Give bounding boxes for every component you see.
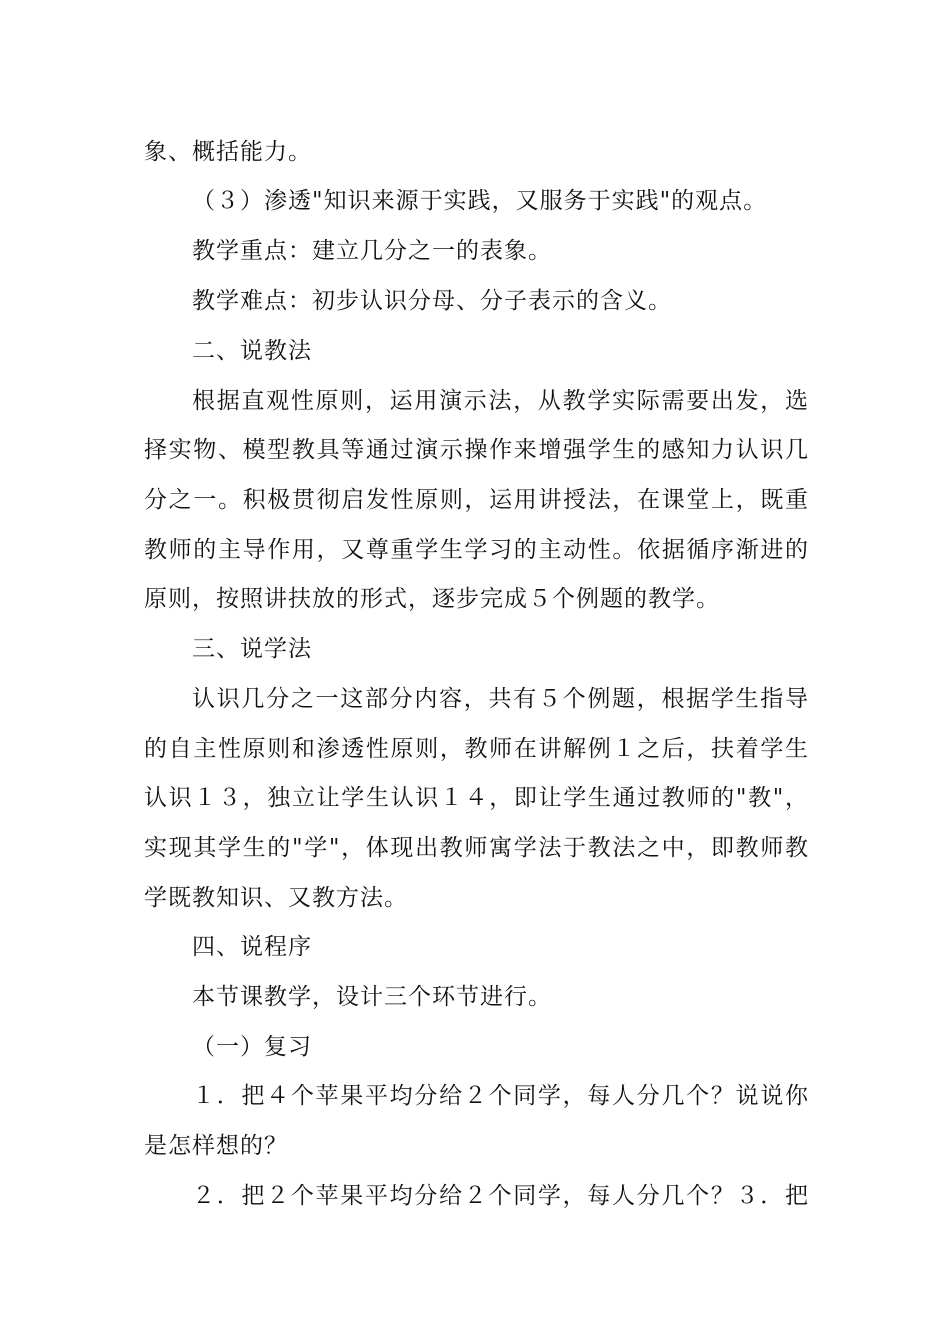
text-line: 教学重点：建立几分之一的表象。: [192, 238, 552, 264]
text-line: 教师的主导作用，又尊重学生学习的主动性。依据循序渐进的: [144, 537, 809, 563]
text-line: 是怎样想的？: [144, 1133, 288, 1159]
text-line: 的自主性原则和渗透性原则，教师在讲解例１之后，扶着学生: [144, 736, 809, 762]
text-line: 认识１３，独立让学生认识１４，即让学生通过教师的"教"，: [144, 785, 809, 811]
text-line: 分之一。积极贯彻启发性原则，运用讲授法，在课堂上，既重: [144, 487, 809, 513]
text-line: ２．把２个苹果平均分给２个同学，每人分几个？３．把: [192, 1183, 809, 1209]
section-heading: 四、说程序: [192, 934, 312, 960]
text-line: 教学难点：初步认识分母、分子表示的含义。: [192, 288, 672, 314]
section-heading: 二、说教法: [192, 338, 312, 364]
text-line: 择实物、模型教具等通过演示操作来增强学生的感知力认识几: [144, 437, 809, 463]
text-line: 学既教知识、又教方法。: [144, 885, 408, 911]
text-line: 本节课教学，设计三个环节进行。: [192, 984, 552, 1010]
section-heading: 三、说学法: [192, 636, 312, 662]
text-line: 根据直观性原则，运用演示法，从教学实际需要出发，选: [192, 388, 809, 414]
text-line: 象、概括能力。: [144, 139, 312, 165]
text-line: 原则，按照讲扶放的形式，逐步完成５个例题的教学。: [144, 586, 720, 612]
text-line: （３）渗透"知识来源于实践，又服务于实践"的观点。: [192, 188, 768, 214]
text-line: 认识几分之一这部分内容，共有５个例题，根据学生指导: [192, 686, 809, 712]
text-line: 实现其学生的"学"，体现出教师寓学法于教法之中，即教师教: [144, 835, 809, 861]
subsection-heading: （一）复习: [192, 1034, 312, 1060]
text-line: １．把４个苹果平均分给２个同学，每人分几个？说说你: [192, 1083, 809, 1109]
